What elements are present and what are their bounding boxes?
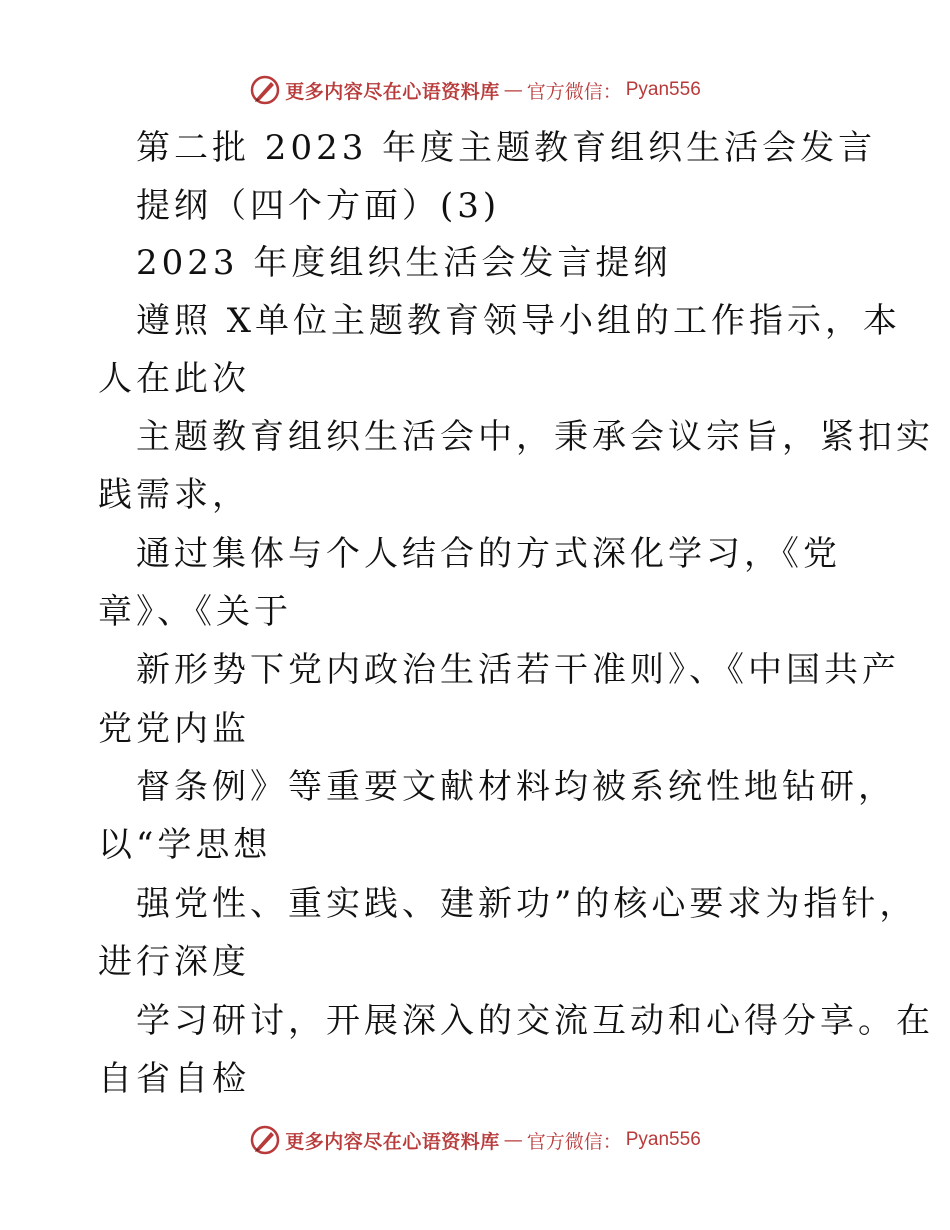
paragraph-line: 遵照 X单位主题教育领导小组的工作指示，本 — [136, 301, 902, 341]
banner-contact: Pyan556 — [625, 79, 701, 100]
banner-main-text: 更多内容尽在心语资料库 — [285, 1130, 500, 1153]
paragraph-line: 以“学思想 — [98, 825, 272, 865]
footer-banner — [0, 1120, 950, 1160]
paragraph-line: 党党内监 — [98, 709, 250, 749]
paragraph-line: 强党性、重实践、建新功”的核心要求为指针， — [136, 884, 918, 924]
paragraph-line: 践需求， — [98, 475, 250, 515]
doc-subtitle: 2023 年度组织生活会发言提纲 — [136, 243, 672, 283]
paragraph-line: 进行深度 — [98, 942, 250, 982]
paragraph-line: 章》、《关于 — [98, 592, 292, 632]
banner-sub-text: 官方微信： — [526, 1130, 622, 1153]
banner-main-text: 更多内容尽在心语资料库 — [285, 80, 500, 103]
paragraph-line: 自省自检 — [98, 1059, 250, 1099]
doc-title-line-1: 第二批 2023 年度主题教育组织生活会发言 — [136, 128, 877, 168]
paragraph-line: 人在此次 — [98, 359, 250, 399]
quill-pen-logo-icon — [249, 1124, 281, 1156]
paragraph-line: 学习研讨，开展深入的交流互动和心得分享。在 — [136, 1001, 934, 1041]
header-banner — [0, 70, 950, 110]
paragraph-line: 督条例》等重要文献材料均被系统性地钻研， — [136, 767, 896, 807]
quill-pen-logo-icon — [249, 74, 281, 106]
doc-title-line-2: 提纲（四个方面）(3) — [136, 186, 501, 226]
paragraph-line: 通过集体与个人结合的方式深化学习，《党 — [136, 534, 841, 574]
banner-sub-text: 官方微信： — [526, 80, 622, 103]
paragraph-line: 主题教育组织生活会中，秉承会议宗旨，紧扣实 — [136, 417, 934, 457]
paragraph-line: 新形势下党内政治生活若干准则》、《中国共产 — [136, 650, 900, 690]
banner-dash: — — [503, 79, 523, 101]
banner-dash: — — [503, 1129, 523, 1151]
banner-contact: Pyan556 — [625, 1129, 701, 1150]
